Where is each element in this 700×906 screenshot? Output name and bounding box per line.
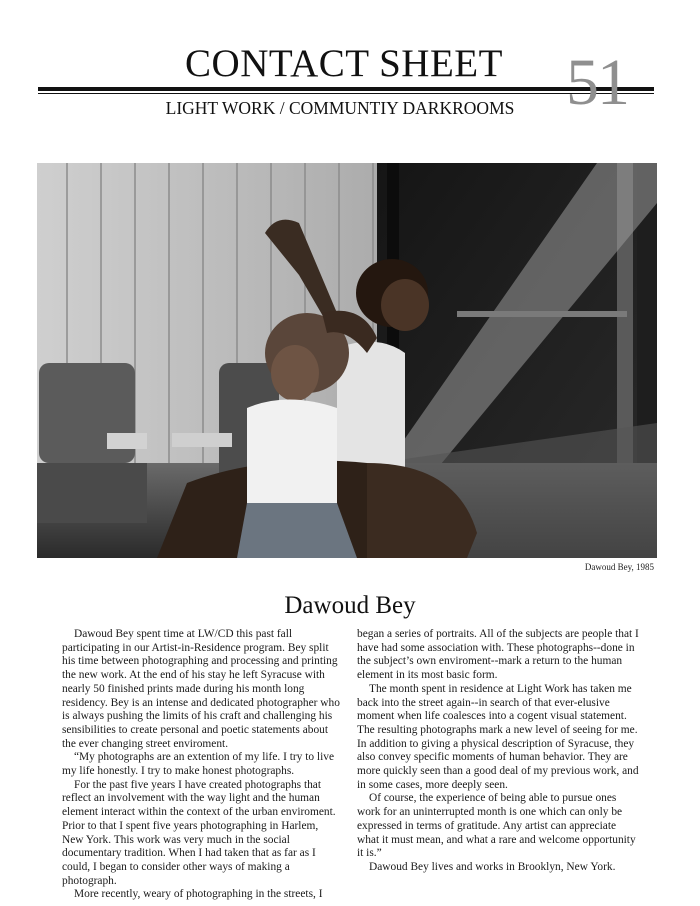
paragraph: “My photographs are an extention of my life. I try to live my life honestly. I try to make honest photographs. [62, 751, 335, 778]
photo-credit: Dawoud Bey, 1985 [584, 562, 654, 572]
article-right-column [357, 628, 640, 875]
paragraph: The month spent in residence at Light Work has taken me back into the street again--in search of that ever-elusive moment when life coalesces into a cogent visual statement. The resulting photographs mark a new level of seeing for me. In addition to giving a physical description of Syracuse, they also convey specific moments of human behavior. They are more quickly seen than a good deal of my previous work, and in some cases, more deeply seen. [357, 682, 639, 791]
paragraph: Of course, the experience of being able to pursue ones work for an uninterrupted month is one which can only be expressed in terms of gratitude. Any artist can appreciate what it must mean, and what a rare and welcome opportunity it is.” [357, 792, 636, 860]
masthead-subtitle: LIGHT WORK / COMMUNTIY DARKROOMS [165, 98, 515, 118]
paragraph: For the past five years I have created photographs that reflect an involvement with the way light and the human element interact within the context of the urban enviroment. Prior to that I spent five years photographing in Harlem, New York. This work was very much in the social documentary tradition. When I had taken that as far as I could, I began to consider other ways of making a photograph. [62, 778, 336, 887]
issue-number: 51 [566, 46, 628, 119]
paragraph: Dawoud Bey lives and works in Brooklyn, New York. [369, 860, 616, 873]
paragraph: Dawoud Bey spent time at LW/CD this past fall participating in our Artist-in-Residence program. Bey split his time between photographing and processing and printing the new work. At the end of his stay he left Syracuse with nearly 50 finished prints made during his month long residency. Bey is an intense and dedicated photographer who is always pushing the limits of his craft and challenging his sensibilities to create personal and poetic statements about the ever changing street enviroment. [62, 628, 340, 750]
masthead-rule-thick [38, 87, 654, 91]
paragraph: More recently, weary of photographing in the streets, I [74, 888, 323, 901]
feature-photograph [37, 163, 657, 558]
masthead-rule-thin [38, 93, 654, 94]
article-title: Dawoud Bey [284, 592, 416, 619]
article-left-column [62, 628, 342, 902]
masthead-title: CONTACT SHEET [185, 42, 503, 85]
paragraph: began a series of portraits. All of the subjects are people that I have had some association with. These photographs--done in the subject’s own enviroment--mark a return to the human element in its most basic form. [357, 628, 639, 682]
